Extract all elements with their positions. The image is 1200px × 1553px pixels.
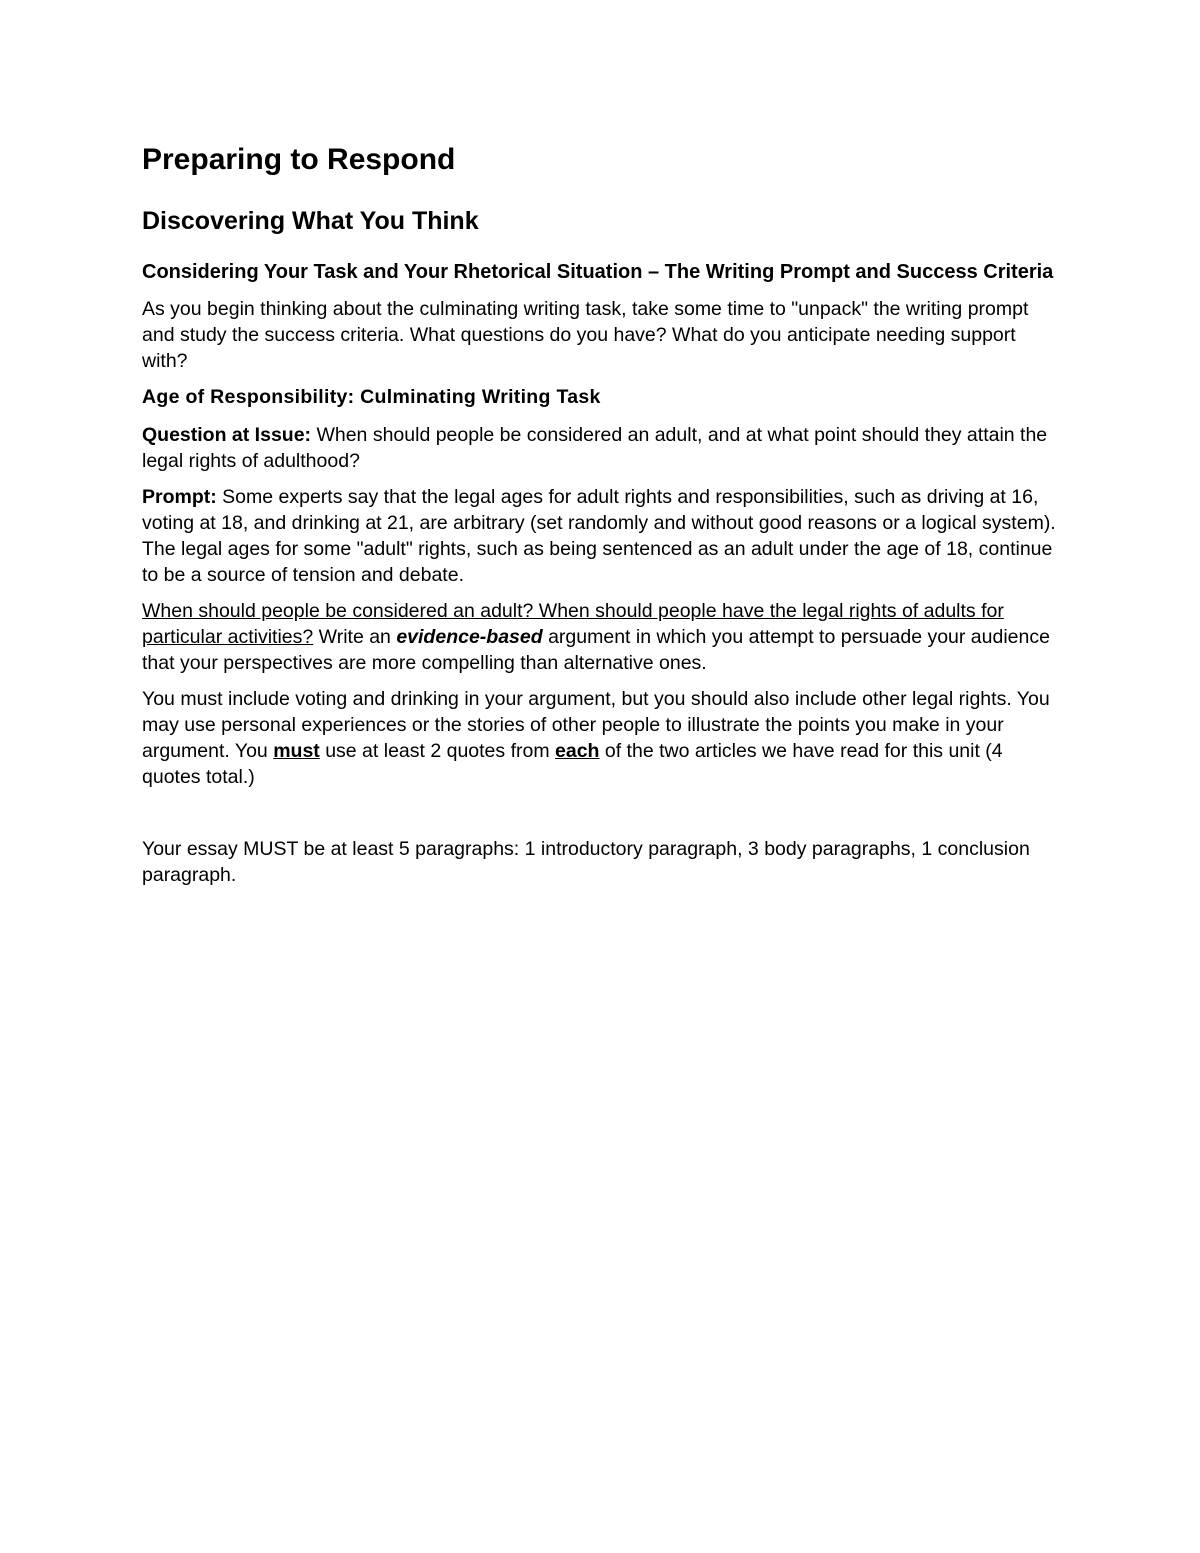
question-paragraph [142, 422, 1064, 474]
requirements-text-3: of the two articles we have read for this unit (4 quotes total.) [142, 740, 1003, 788]
section-heading: Considering Your Task and Your Rhetorical Situation – The Writing Prompt and Success Criteria [142, 261, 1054, 283]
requirements-each: each [555, 740, 600, 762]
intro-paragraph: As you begin thinking about the culminating writing task, take some time to "unpack" the writing prompt and study the success criteria. What questions do you have? What do you anticipate needing support with? [142, 298, 1029, 372]
argument-text-1: Write an [313, 626, 397, 648]
requirements-paragraph [142, 686, 1064, 790]
prompt-text: Some experts say that the legal ages for adult rights and responsibilities, such as driving at 16, voting at 18, and drinking at 21, are arbitrary (set randomly and without good reasons or a logical system). The legal ages for some "adult" rights, such as being sentenced as an adult under the age of 18, continue to be a source of tension and debate. [142, 486, 1056, 586]
requirements-text-2: use at least 2 quotes from [319, 740, 555, 762]
question-label: Question at Issue: [142, 424, 312, 446]
question-text: When should people be considered an adult, and at what point should they attain the legal rights of adulthood? [142, 424, 1048, 472]
argument-text-2: argument in which you attempt to persuade your audience that your perspectives are more compelling than alternative ones. [142, 626, 1050, 674]
blank-line [142, 800, 1064, 836]
document-page [142, 140, 1064, 898]
prompt-paragraph [142, 484, 1064, 588]
page-title: Preparing to Respond [142, 143, 456, 176]
requirements-must: must [273, 740, 320, 762]
essay-requirement: Your essay MUST be at least 5 paragraphs: 1 introductory paragraph, 3 body paragraphs, 1 conclusion paragraph. [142, 838, 1030, 886]
prompt-label: Prompt: [142, 486, 217, 508]
page-subtitle: Discovering What You Think [142, 207, 479, 235]
argument-questions: When should people be considered an adult? When should people have the legal rights of adults for particular activities? [142, 600, 1004, 648]
task-title: Age of Responsibility: Culminating Writing Task [142, 386, 601, 408]
argument-emphasis: evidence-based [396, 626, 543, 648]
argument-paragraph [142, 598, 1064, 676]
requirements-text-1: You must include voting and drinking in your argument, but you should also include other legal rights. You may use personal experiences or the stories of other people to illustrate the points you make in your argument. You [142, 688, 1050, 762]
